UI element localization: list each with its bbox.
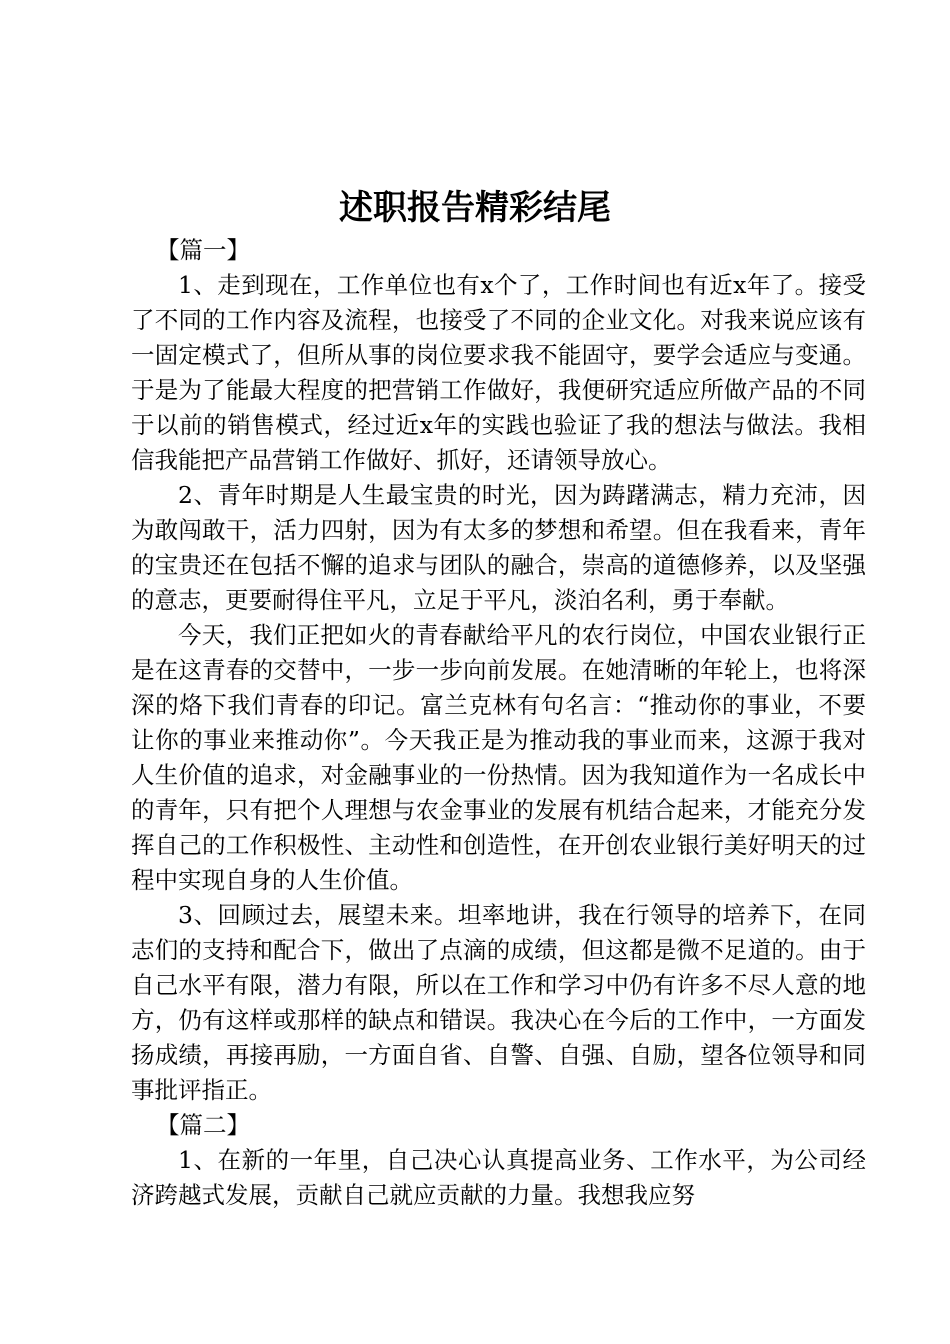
document-title: 述职报告精彩结尾 xyxy=(339,188,611,228)
section-1-paragraph-4: 3、回顾过去，展望未来。坦率地讲，我在行领导的培养下，在同志们的支持和配合下，做出了点滴的成绩，但这都是微不足道的。由于自己水平有限，潜力有限，所以在工作和学习中仍有许多不尽人意的地方，仍有这样或那样的缺点和错误。我决心在今后的工作中，一方面发扬成绩，再接再励，一方面自省、自警、自强、自励，望各位领导和同事批评指正。 xyxy=(131,901,866,1104)
section-1-paragraph-2: 2、青年时期是人生最宝贵的时光，因为踌躇满志，精力充沛，因为敢闯敢干，活力四射，因为有太多的梦想和希望。但在我看来，青年的宝贵还在包括不懈的追求与团队的融合，崇高的道德修养，以及坚强的意志，更要耐得住平凡，立足于平凡，淡泊名利，勇于奉献。 xyxy=(131,481,866,614)
section-2-paragraph-1: 1、在新的一年里，自己决心认真提高业务、工作水平，为公司经济跨越式发展，贡献自己就应贡献的力量。我想我应努 xyxy=(131,1146,866,1209)
section-1-paragraph-1: 1、走到现在，工作单位也有x个了，工作时间也有近x年了。接受了不同的工作内容及流程，也接受了不同的企业文化。对我来说应该有一固定模式了，但所从事的岗位要求我不能固守，要学会适应与变通。于是为了能最大程度的把营销工作做好，我便研究适应所做产品的不同于以前的销售模式，经过近x年的实践也验证了我的想法与做法。我相信我能把产品营销工作做好、抓好，还请领导放心。 xyxy=(131,271,866,474)
section-heading-1: 【篇一】 xyxy=(156,236,250,264)
section-1-paragraph-3: 今天，我们正把如火的青春献给平凡的农行岗位，中国农业银行正是在这青春的交替中，一步一步向前发展。在她清晰的年轮上，也将深深的烙下我们青春的印记。富兰克林有句名言：“推动你的事业，不要让你的事业来推动你”。今天我正是为推动我的事业而来，这源于我对人生价值的追求，对金融事业的一份热情。因为我知道作为一名成长中的青年，只有把个人理想与农金事业的发展有机结合起来，才能充分发挥自己的工作积极性、主动性和创造性，在开创农业银行美好明天的过程中实现自身的人生价值。 xyxy=(131,621,866,894)
document-body xyxy=(131,233,866,1213)
section-heading-2: 【篇二】 xyxy=(156,1111,250,1139)
